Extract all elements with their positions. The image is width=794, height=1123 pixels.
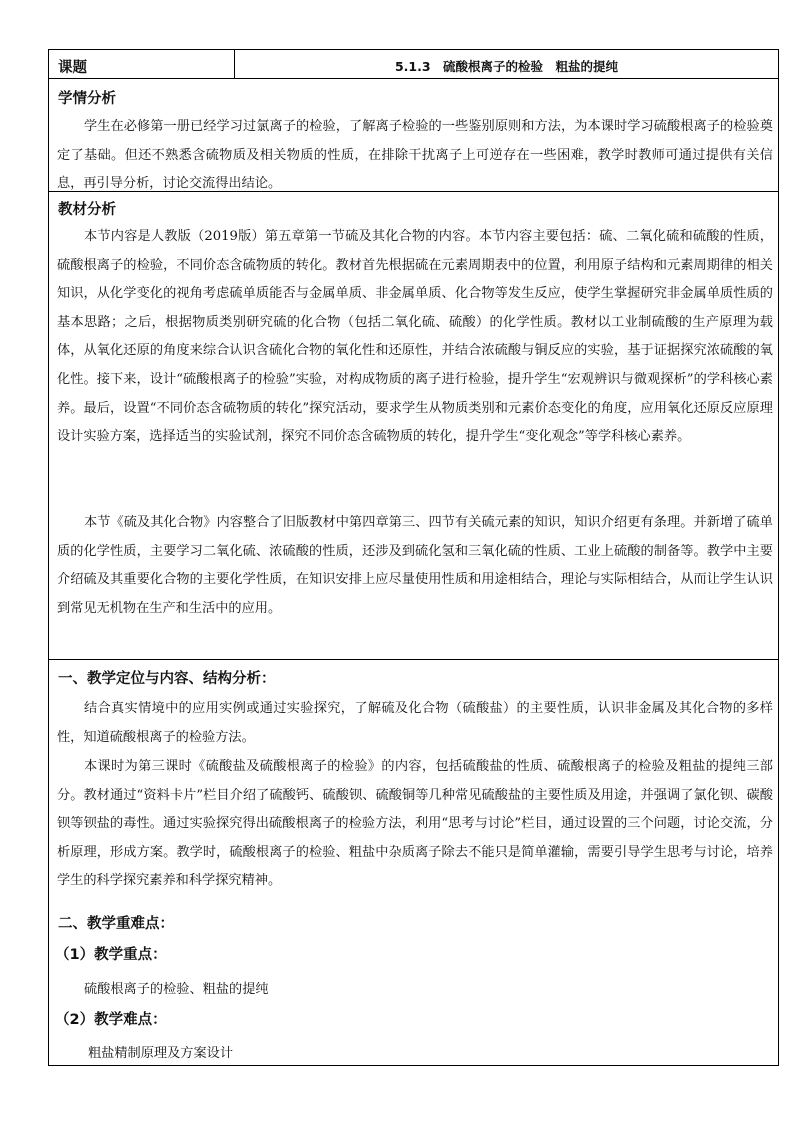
teaching-position-para-1: 结合真实情境中的应用实例或通过实验探究，了解硫及化合物（硫酸盐）的主要性质，认识非金属及其化合物的多样性，知道硫酸根离子的检验方法。 (57, 701, 773, 745)
difficulty-heading: （2）教学难点： (55, 1012, 167, 1028)
textbook-analysis-para-2: 本节《硫及其化合物》内容整合了旧版教材中第四章第三、四节有关硫元素的知识，知识介绍更有条理。并新增了硫单质的化学性质，主要学习二氧化硫、浓硫酸的性质，还涉及到硫化氢和三氧化硫的性质、工业上硫酸的制备等。教学中主要介绍硫及其重要化合物的主要化学性质，在知识安排上应尽量使用性质和用途相结合，理论与实际相结合，从而让学生认识到常见无机物在生产和生活中的应用。 (57, 515, 773, 616)
teaching-position-heading: 一、教学定位与内容、结构分析： (58, 671, 276, 687)
textbook-analysis-para-1: 本节内容是人教版（2019版）第五章第一节硫及其化合物的内容。本节内容主要包括：硫、二氧化硫和硫酸的性质，硫酸根离子的检验，不同价态含硫物质的转化。教材首先根据硫在元素周期表中的位置，利用原子结构和元素周期律的相关知识，从化学变化的视角考虑硫单质能否与金属单质、非金属单质、化合物等发生反应，使学生掌握研究非金属单质性质的基本思路；之后，根据物质类别研究硫的化合物（包括二氧化硫、硫酸）的化学性质。教材以工业制硫酸的生产原理为载体，从氧化还原的角度来综合认识含硫化合物的氧化性和还原性，并结合浓硫酸与铜反应的实验，基于证据探究浓硫酸的氧化性。接下来，设计“硫酸根离子的检验”实验，对构成物质的离子进行检验，提升学生“宏观辨识与微观探析”的学科核心素养。最后，设置“不同价态含硫物质的转化”探究活动，要求学生从物质类别和元素价态变化的角度，应用氧化还原反应原理设计实验方案，选择适当的实验试剂，探究不同价态含硫物质的转化，提升学生“变化观念”等学科核心素养。 (57, 229, 773, 445)
key-points-heading: 二、教学重难点： (58, 916, 174, 932)
header-row (49, 50, 778, 79)
focus-heading: （1）教学重点： (55, 947, 167, 963)
student-analysis-text: 学生在必修第一册已经学习过氯离子的检验，了解离子检验的一些鉴别原则和方法，为本课时学习硫酸根离子的检验奠定了基础。但还不熟悉含硫物质及相关物质的性质，在排除干扰离子上可逆存在一些困难，教学时教师可通过提供有关信息，再引导分析，讨论交流得出结论。 (57, 119, 773, 192)
section-divider (49, 191, 778, 192)
topic-label-cell: 课题 (49, 50, 235, 78)
focus-text: 硫酸根离子的检验、粗盐的提纯 (84, 982, 269, 997)
student-analysis-heading: 学情分析 (58, 91, 116, 107)
teaching-position-para-2: 本课时为第三课时《硫酸盐及硫酸根离子的检验》的内容，包括硫酸盐的性质、硫酸根离子的检验及粗盐的提纯三部分。教材通过“资料卡片”栏目介绍了硫酸钙、硫酸钡、硫酸铜等几种常见硫酸盐的主要性质及用途，并强调了氯化钡、碳酸钡等钡盐的毒性。通过实验探究得出硫酸根离子的检验方法，利用“思考与讨论”栏目，通过设置的三个问题，讨论交流，分析原理，形成方案。教学时，硫酸根离子的检验、粗盐中杂质离子除去不能只是简单灌输，需要引导学生思考与讨论，培养学生的科学探究素养和科学探究精神。 (57, 759, 773, 889)
lesson-plan-table (48, 49, 779, 1066)
topic-title-cell: 5.1.3 硫酸根离子的检验 粗盐的提纯 (394, 59, 619, 74)
difficulty-text: 粗盐精制原理及方案设计 (88, 1046, 234, 1061)
textbook-analysis-heading: 教材分析 (58, 202, 116, 218)
section-divider (49, 659, 778, 660)
